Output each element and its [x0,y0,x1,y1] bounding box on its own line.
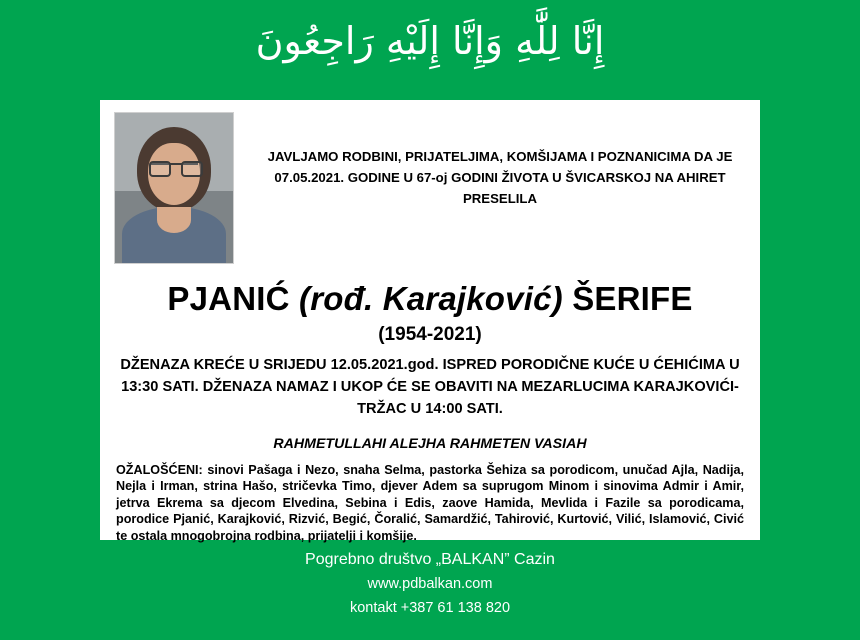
portrait-collar [157,207,191,233]
mourners-section [114,462,746,544]
obituary-card [100,100,760,543]
glasses-right-lens [181,161,203,177]
blessing-text: RAHMETULLAHI ALEJHA RAHMETEN VASIAH [273,436,587,452]
deceased-maiden-name: (rođ. Karajković) [299,280,563,317]
company-contact: kontakt +387 61 138 820 [349,600,511,616]
funeral-details: DŽENAZA KREĆE U SRIJEDU 12.05.2021.god. ISPRED PORODIČNE KUĆE U ĆEHIĆIMA U 13:30 SATI. DŽENAZA NAMAZ I UKOP ĆE SE OBAVITI NA MEZARLUCIMA KARAJKOVIĆI-TRŽAC U 14:00 SATI. [120,357,740,417]
mourners-label: OŽALOŠĆENI: [116,463,203,477]
basmala-header [0,0,860,74]
announcement-text: JAVLJAMO RODBINI, PRIJATELJIMA, KOMŠIJAMA I POZNANICIMA DA JE 07.05.2021. GODINE U 67-oj GODINI ŽIVOTA U ŠVICARSKOJ NA AHIRET PRESELILA [267,149,733,206]
company-website[interactable]: www.pdbalkan.com [367,576,493,592]
deceased-given-name: ŠERIFE [572,280,693,317]
funeral-company-name: Pogrebno društvo „BALKAN” Cazin [305,551,555,568]
footer [0,548,860,620]
basmala-text: إِنَّا لِلَّٰهِ وَإِنَّا إِلَيْهِ رَاجِعُونَ [255,19,605,63]
photo-and-intro-row [114,112,746,264]
deceased-name [114,280,746,318]
mourners-list: sinovi Pašaga i Nezo, snaha Selma, pastorka Šehiza sa porodicom, unučad Ajla, Nadija, Nejla i Irman, strina Hašo, stričevka Timo, djever Adem sa suprugom Minom i sinovima Admir i Amir, jetrva Ekrema sa djecom Elvedina, Sebina i Edis, zaove Hamida, Mevlida i Fazile sa porodicama, porodice Pjanić, Karajković, Rizvić, Begić, Čoralić, Samardžić, Tahirović, Kurtović, Vilić, Islamović, Civić te ostala mnogobrojna rodbina, prijatelji i komšije. [116,463,744,543]
deceased-surname: PJANIĆ [167,280,290,317]
portrait-photo [114,112,234,264]
glasses-left-lens [149,161,171,177]
life-years: (1954-2021) [378,324,482,345]
